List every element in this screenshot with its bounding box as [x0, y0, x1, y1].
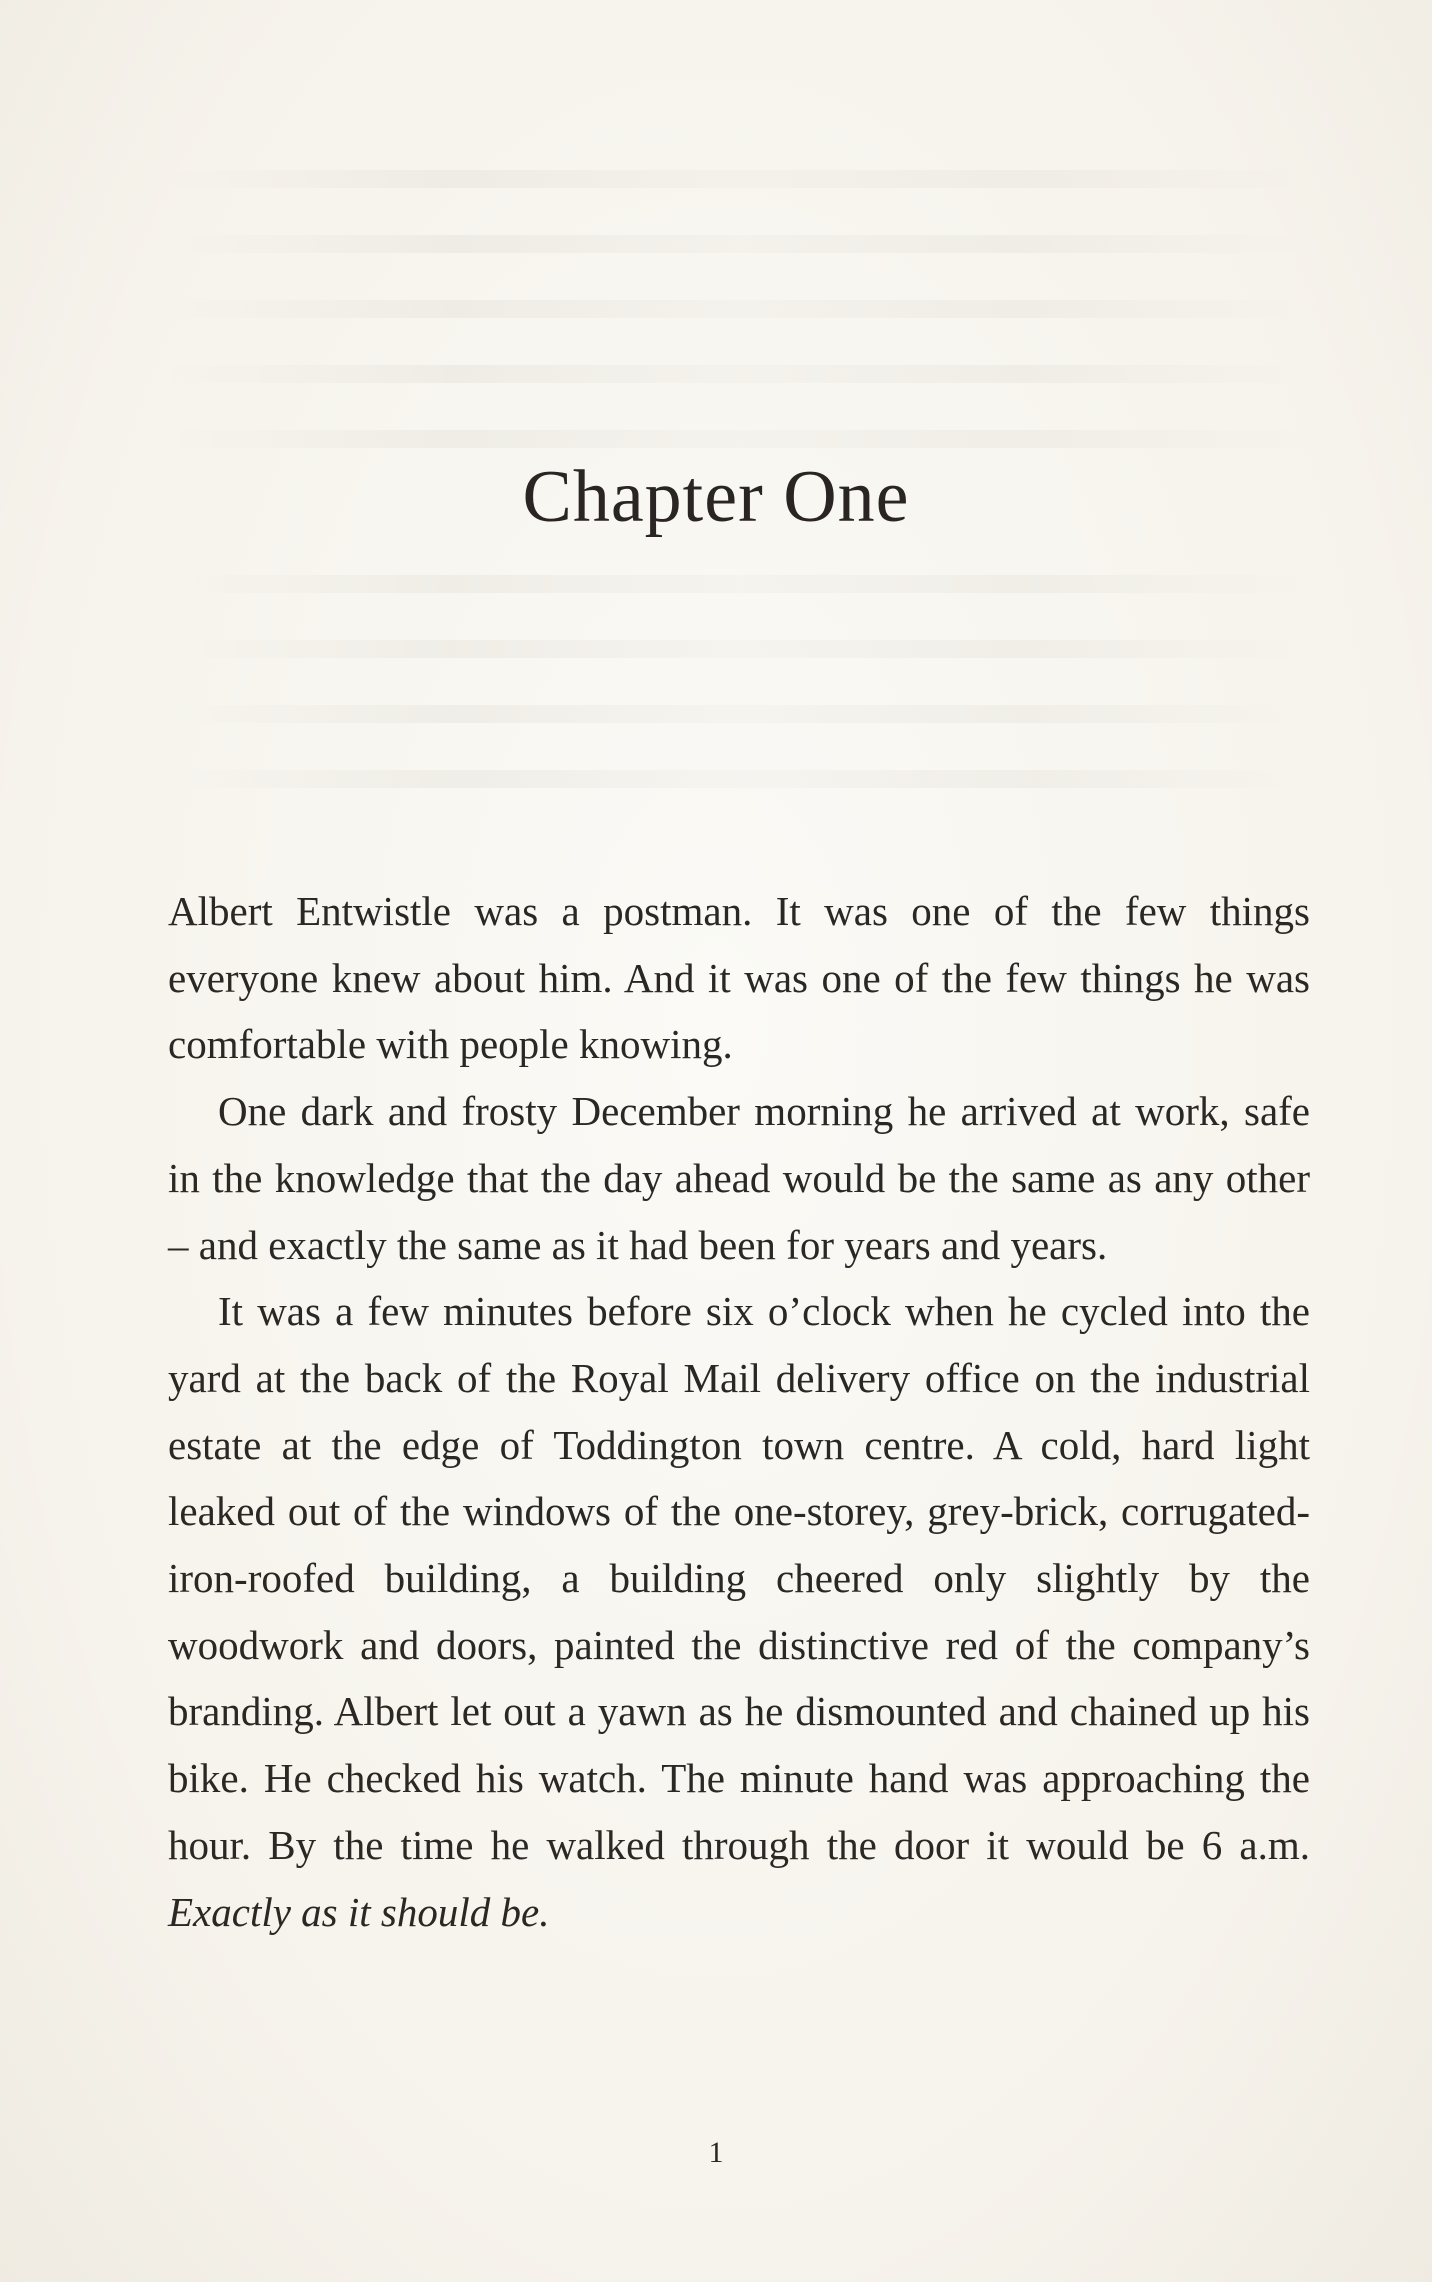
show-through-mark: [168, 300, 1310, 318]
paragraph-text: Albert Entwistle was a postman. It was one of the few things everyone knew about him. And it was one of the few things he was comfortable with people knowing.: [168, 888, 1310, 1068]
show-through-mark: [168, 575, 1310, 593]
show-through-mark: [168, 640, 1310, 658]
chapter-title: Chapter One: [522, 456, 910, 538]
paragraph: [168, 878, 1310, 1078]
show-through-mark: [168, 235, 1310, 253]
chapter-body: [168, 878, 1310, 1945]
show-through-mark: [168, 170, 1310, 188]
paragraph: [168, 1078, 1310, 1278]
paragraph-italic-text: Exactly as it should be.: [168, 1888, 550, 1935]
paragraph-text: It was a few minutes before six o’clock when he cycled into the yard at the back of the Royal Mail delivery office on the industrial estate at the edge of Toddington town centre. A cold, hard light leaked out of the windows of the one-storey, grey-brick, corrugated-iron-roofed building, a building cheered only slightly by the woodwork and doors, painted the distinctive red of the company’s branding. Albert let out a yawn as he dismounted and chained up his bike. He checked his watch. The minute hand was approaching the hour. By the time he walked through the door it would be 6 a.m.: [168, 1288, 1310, 1868]
show-through-mark: [168, 430, 1310, 448]
show-through-mark: [168, 770, 1310, 788]
show-through-mark: [168, 365, 1310, 383]
page-number: 1: [708, 2136, 724, 2169]
paragraph-text: One dark and frosty December morning he arrived at work, safe in the knowledge that the day ahead would be the same as any other – and exactly the same as it had been for years and years.: [168, 1088, 1310, 1268]
show-through-mark: [168, 705, 1310, 723]
paragraph: [168, 1278, 1310, 1945]
